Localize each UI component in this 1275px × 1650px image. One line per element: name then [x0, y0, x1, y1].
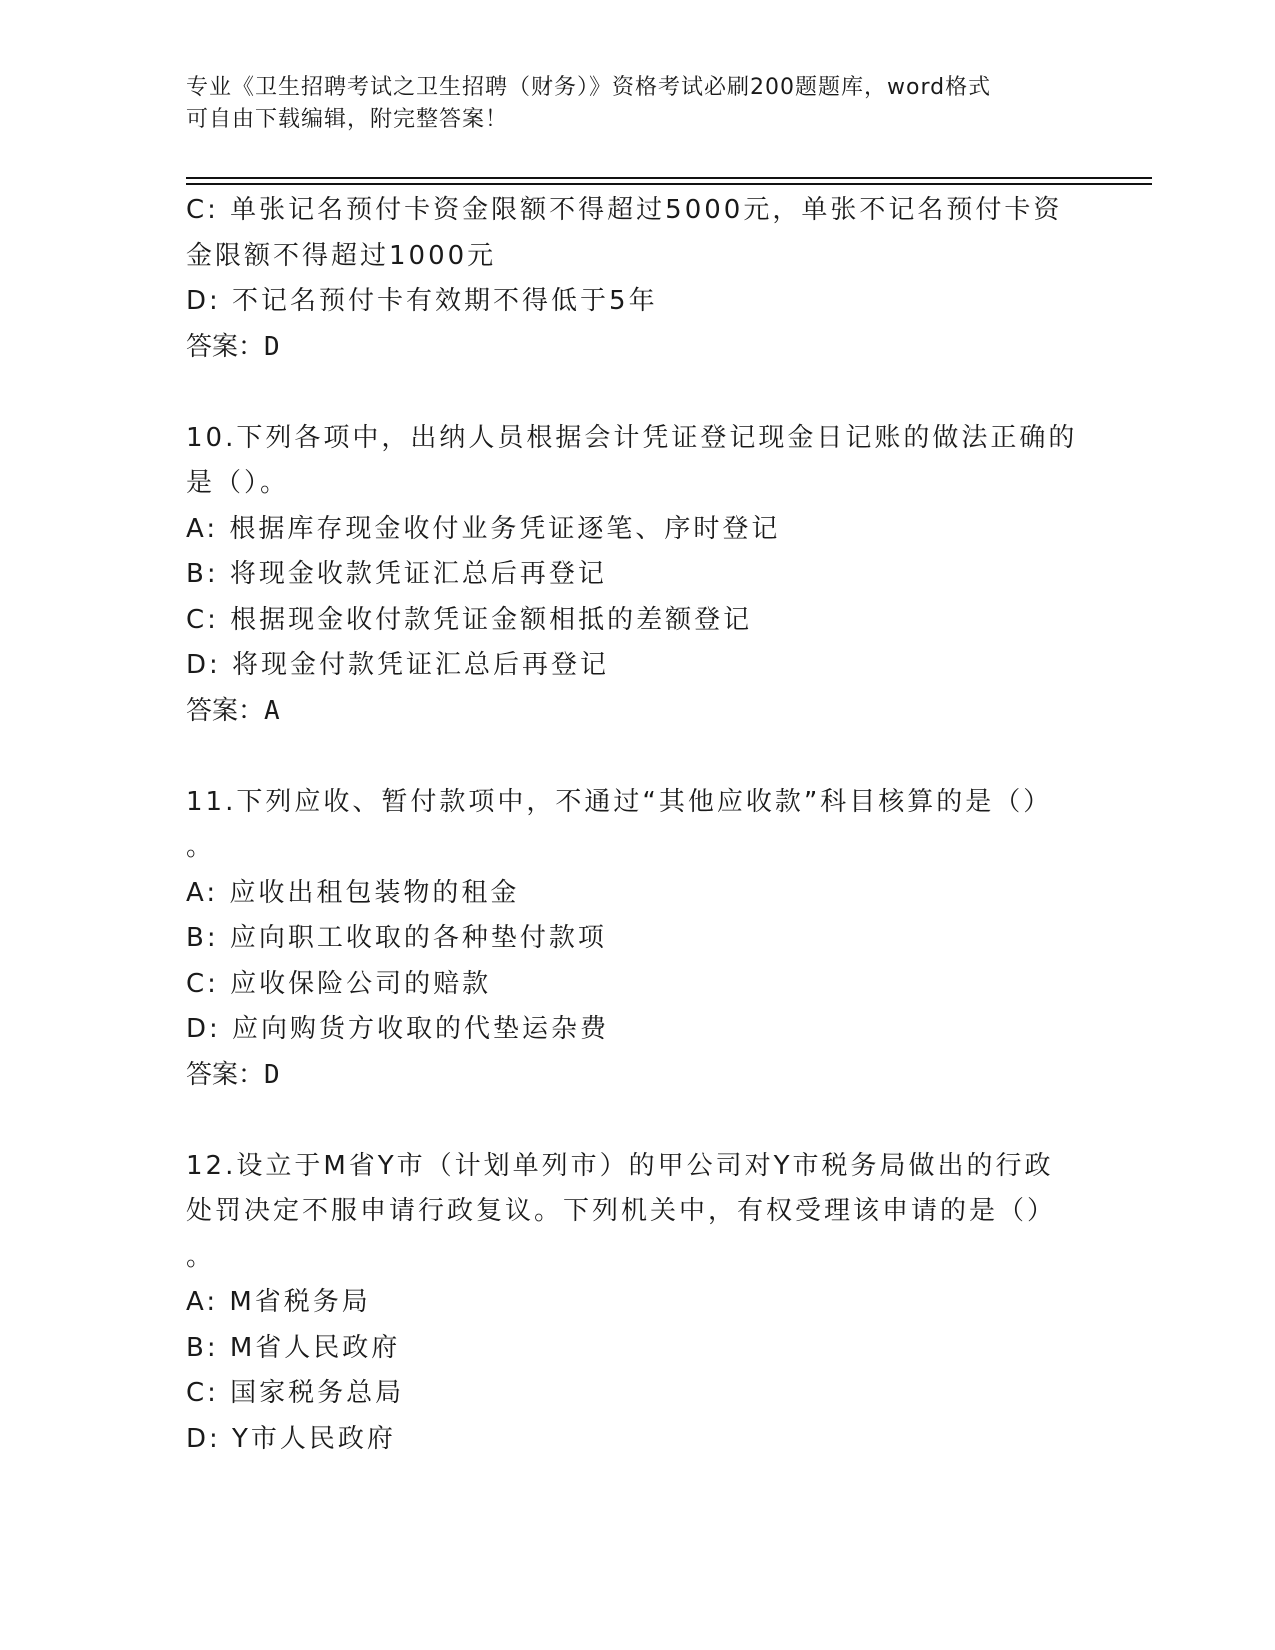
option-c: C: 根据现金收付款凭证金额相抵的差额登记	[186, 604, 753, 635]
answer: 答案：D	[186, 1059, 280, 1090]
answer: 答案：D	[186, 331, 280, 362]
question-12	[186, 1144, 1086, 1463]
question-stem-continued: 处罚决定不服申请行政复议。下列机关中，有权受理该申请的是（）	[186, 1196, 1057, 1226]
header-line-2: 可自由下载编辑，附完整答案！	[186, 107, 509, 132]
spacer	[186, 370, 1086, 416]
option-c: C: 单张记名预付卡资金限额不得超过5000元，单张不记名预付卡资	[186, 195, 1063, 225]
option-a: A: 应收出租包装物的租金	[186, 877, 520, 908]
spacer	[186, 734, 1086, 780]
question-stem-continued: 是（）。	[186, 468, 290, 498]
option-b: B: M省人民政府	[186, 1332, 401, 1363]
document-header	[186, 72, 1066, 136]
option-d: D: 应向购货方收取的代垫运杂费	[186, 1014, 610, 1044]
option-b: B: 应向职工收取的各种垫付款项	[186, 923, 607, 953]
question-9-tail	[186, 188, 1086, 370]
header-line-1: 专业《卫生招聘考试之卫生招聘（财务）》资格考试必刷200题题库，word格式	[186, 75, 992, 100]
question-stem-continued: 。	[186, 832, 216, 862]
header-rule-top	[186, 177, 1152, 179]
option-c: C: 应收保险公司的赔款	[186, 968, 492, 999]
question-stem: 11.下列应收、暂付款项中，不通过“其他应收款”科目核算的是（）	[186, 786, 1053, 817]
option-a: A: 根据库存现金收付业务凭证逐笔、序时登记	[186, 513, 781, 544]
option-d: D: 不记名预付卡有效期不得低于5年	[186, 286, 658, 316]
option-c-continued: 金限额不得超过1000元	[186, 240, 497, 271]
option-a: A: M省税务局	[186, 1287, 371, 1317]
spacer	[186, 1098, 1086, 1144]
question-11	[186, 780, 1086, 1099]
question-stem: 12.设立于M省Y市（计划单列市）的甲公司对Y市税务局做出的行政	[186, 1150, 1054, 1181]
header-rule-bottom	[186, 183, 1152, 185]
option-c: C: 国家税务总局	[186, 1378, 405, 1408]
question-stem: 10.下列各项中，出纳人员根据会计凭证登记现金日记账的做法正确的	[186, 422, 1078, 453]
option-d: D: Y市人民政府	[186, 1423, 396, 1454]
option-b: B: 将现金收款凭证汇总后再登记	[186, 559, 607, 589]
question-content	[186, 188, 1086, 1462]
question-10	[186, 416, 1086, 735]
option-d: D: 将现金付款凭证汇总后再登记	[186, 650, 610, 680]
answer: 答案：A	[186, 695, 280, 726]
question-stem-continued: 。	[186, 1241, 216, 1272]
